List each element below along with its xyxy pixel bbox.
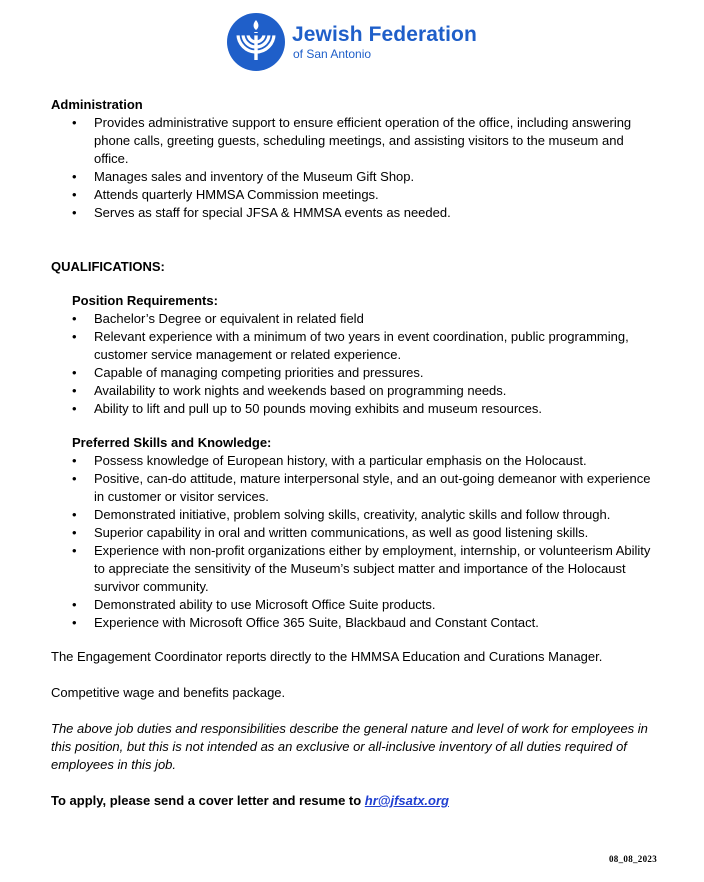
list-item: • Demonstrated ability to use Microsoft Office Suite products.	[51, 596, 661, 614]
list-item: • Provides administrative support to ensure efficient operation of the office, including answering phone calls, greeting guests, scheduling meetings, and assisting visitors to the museum and office.	[51, 114, 661, 168]
list-item: • Availability to work nights and weekends based on programming needs.	[51, 382, 661, 400]
logo-name: Jewish Federation	[292, 23, 477, 46]
job-description	[51, 96, 661, 810]
list-item: • Experience with Microsoft Office 365 Suite, Blackbaud and Constant Contact.	[51, 614, 661, 632]
list-item: • Ability to lift and pull up to 50 pounds moving exhibits and museum resources.	[51, 400, 661, 418]
list-item: • Relevant experience with a minimum of two years in event coordination, public programming, customer service management or related experience.	[51, 328, 661, 364]
apply-instructions	[51, 792, 661, 810]
jewish-federation-logo	[226, 12, 477, 72]
disclaimer-text: The above job duties and responsibilities describe the general nature and level of work for employees in this position, but this is not intended as an exclusive or all-inclusive inventory of all duties required of employees in this job.	[51, 721, 648, 772]
list-item: • Possess knowledge of European history, with a particular emphasis on the Holocaust.	[51, 452, 661, 470]
apply-text: To apply, please send a cover letter and resume to	[51, 793, 365, 808]
menorah-logo-icon	[226, 12, 286, 72]
position-requirements-heading: Position Requirements:	[72, 293, 218, 308]
list-item: • Bachelor’s Degree or equivalent in related field	[51, 310, 661, 328]
administration-list	[51, 114, 661, 222]
logo-subname: of San Antonio	[293, 47, 372, 61]
list-item: • Superior capability in oral and written communications, as well as good listening skills.	[51, 524, 661, 542]
email-link[interactable]: hr@jfsatx.org	[364, 793, 449, 808]
list-item: • Attends quarterly HMMSA Commission meetings.	[51, 186, 661, 204]
administration-heading: Administration	[51, 97, 143, 112]
list-item: • Serves as staff for special JFSA & HMMSA events as needed.	[51, 204, 661, 222]
reports-to-text: The Engagement Coordinator reports directly to the HMMSA Education and Curations Manager.	[51, 649, 603, 664]
requirements-list	[51, 310, 661, 418]
list-item: • Positive, can-do attitude, mature interpersonal style, and an out-going demeanor with experience in customer or visitor services.	[51, 470, 661, 506]
preferred-skills-heading: Preferred Skills and Knowledge:	[72, 435, 272, 450]
compensation-text: Competitive wage and benefits package.	[51, 685, 286, 700]
date-stamp: 08_08_2023	[609, 854, 657, 864]
preferred-skills-list	[51, 452, 661, 632]
list-item: • Demonstrated initiative, problem solving skills, creativity, analytic skills and follow through.	[51, 506, 661, 524]
list-item: • Capable of managing competing priorities and pressures.	[51, 364, 661, 382]
list-item: • Manages sales and inventory of the Museum Gift Shop.	[51, 168, 661, 186]
list-item: • Experience with non-profit organizations either by employment, internship, or volunteerism Ability to appreciate the sensitivity of the Museum’s subject matter and importance of the Holocaust survivor community.	[51, 542, 661, 596]
qualifications-heading: QUALIFICATIONS:	[51, 259, 165, 274]
